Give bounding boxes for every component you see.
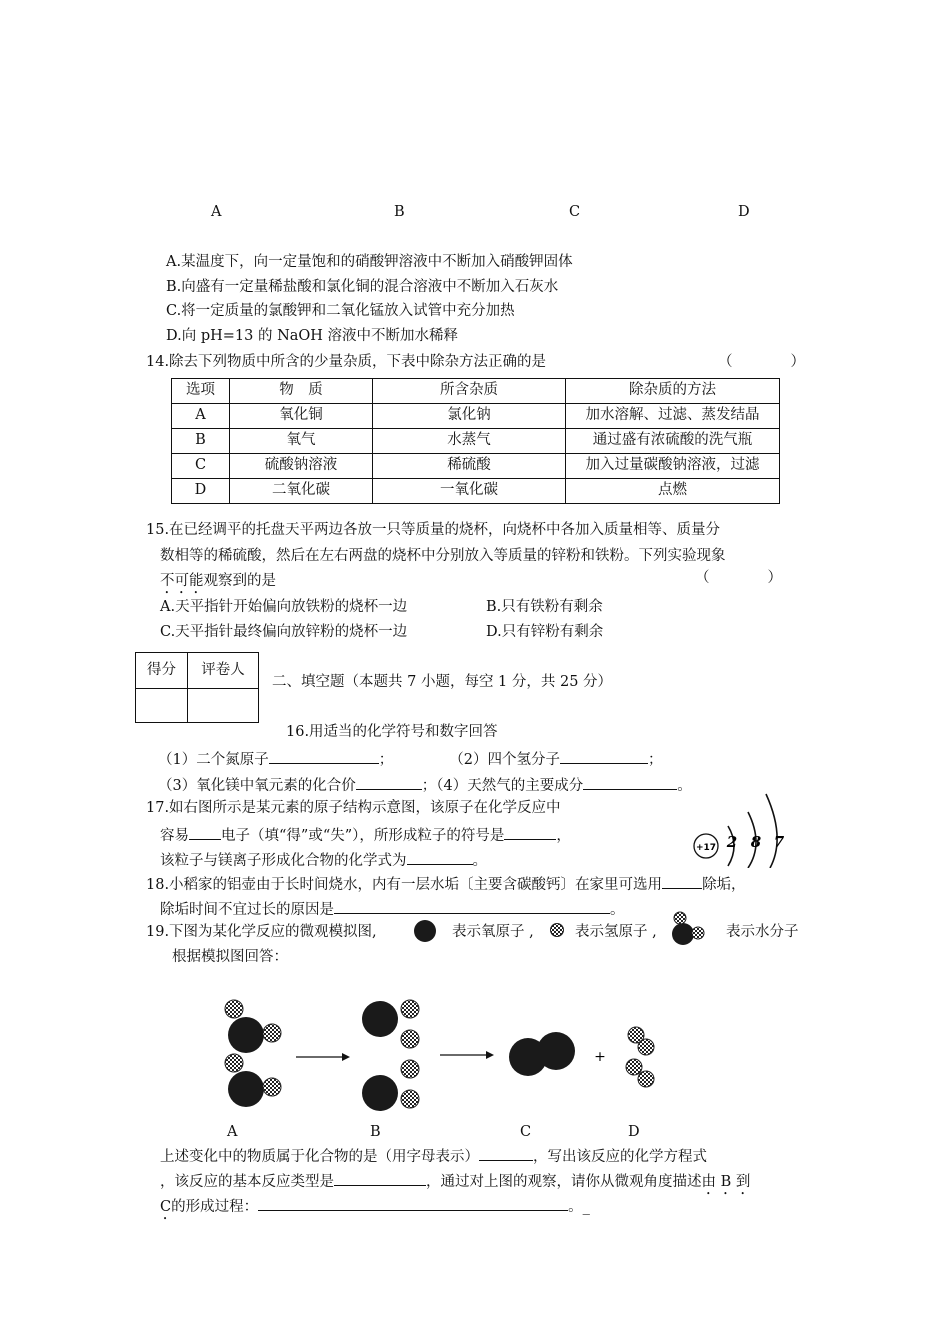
q19-text: 上述变化中的物质属于化合物的是（用字母表示） — [160, 1149, 479, 1165]
q15-answer-paren: （ ） — [695, 570, 782, 586]
q16-part-4: （4）天然气的主要成分 — [436, 778, 584, 794]
q18-text: 18.小稻家的铝壶由于长时间烧水，内有一层水垢〔主要含碳酸钙〕在家里可选用 — [146, 877, 663, 893]
q17-line-3 — [160, 850, 487, 870]
q14-table — [171, 378, 780, 504]
q15-line-3 — [160, 573, 276, 597]
table-cell: B — [172, 429, 230, 454]
table-cell: 加入过量碳酸钠溶液，过滤 — [566, 454, 780, 479]
q17-line-2 — [160, 825, 571, 845]
q19-answer-line-1 — [160, 1146, 707, 1166]
q13-label-c: C — [569, 204, 581, 220]
nucleus-charge: +17 — [695, 843, 717, 853]
arrow-head — [342, 1053, 350, 1061]
answer-blank[interactable] — [356, 775, 422, 790]
table-cell: 点燃 — [566, 479, 780, 504]
table-cell: 水蒸气 — [373, 429, 566, 454]
separator: ； — [647, 752, 663, 768]
q16-line-1 — [158, 749, 662, 769]
reaction-micro-diagram — [210, 995, 680, 1125]
table-header-cell: 所含杂质 — [373, 379, 566, 404]
shell-electrons: 2 — [726, 833, 738, 851]
q15-line-3-rest: 观察到的是 — [203, 573, 276, 589]
table-row — [172, 429, 780, 454]
q17-text: 电子（填“得”或“失”），所形成粒子的符号是 — [221, 828, 505, 844]
plus-sign: + — [594, 1049, 606, 1065]
answer-blank[interactable] — [269, 749, 379, 764]
q17-text: 该粒子与镁离子形成化合物的化学式为 — [160, 853, 407, 869]
q15-option-a: A.天平指针开始偏向放铁粉的烧杯一边 — [160, 599, 408, 615]
q19-line-2: 根据模拟图回答： — [172, 949, 288, 965]
table-cell: 氯化钠 — [373, 404, 566, 429]
q19-text: ，写出该反应的化学方程式 — [533, 1149, 707, 1165]
q16-part-3: （3）氧化镁中氧元素的化合价 — [158, 778, 356, 794]
section-2-title: 二、填空题（本题共 7 小题，每空 1 分，共 25 分） — [272, 674, 613, 690]
table-cell: 氧化铜 — [230, 404, 373, 429]
q15-emphasis: 不可能 — [160, 573, 204, 589]
separator: ； — [378, 752, 394, 768]
answer-blank[interactable] — [662, 874, 702, 889]
answer-blank[interactable] — [334, 1171, 426, 1186]
q19-emphasis: C — [160, 1199, 172, 1215]
q18-text: 。 — [610, 902, 625, 918]
table-cell: 通过盛有浓硫酸的洗气瓶 — [566, 429, 780, 454]
table-cell: 稀硫酸 — [373, 454, 566, 479]
score-label: 得分 — [136, 653, 188, 689]
reaction-label-c: C — [520, 1124, 532, 1140]
q13-option-d: D.向 pH=13 的 NaOH 溶液中不断加水稀释 — [166, 328, 459, 344]
oxygen-legend-text: 表示氧原子 , — [452, 924, 534, 940]
table-row — [172, 404, 780, 429]
q13-label-d: D — [738, 204, 750, 220]
q15-option-d: D.只有锌粉有剩余 — [486, 624, 604, 640]
stage-b-atoms — [362, 1000, 419, 1111]
hydrogen-atom-icon — [548, 921, 566, 939]
atom-structure-diagram — [680, 788, 800, 868]
table-header-cell: 选项 — [172, 379, 230, 404]
reaction-label-b: B — [370, 1124, 381, 1140]
shell-electrons: 8 — [750, 833, 762, 851]
q19-text: ，该反应的基本反应类型是 — [160, 1174, 334, 1190]
table-cell: 加水溶解、过滤、蒸发结晶 — [566, 404, 780, 429]
q16-part-1: （1）二个氮原子 — [158, 752, 269, 768]
q15-option-b: B.只有铁粉有剩余 — [486, 599, 603, 615]
stage-d-hydrogen-molecules — [626, 1027, 654, 1087]
q17-text: 。 — [472, 853, 487, 869]
q18-line-1 — [146, 874, 746, 894]
table-cell: 硫酸钠溶液 — [230, 454, 373, 479]
q18-line-2 — [160, 899, 625, 919]
q14-stem: 14.除去下列物质中所含的少量杂质，下表中除杂方法正确的是 — [146, 354, 547, 370]
stage-a-molecules — [225, 1000, 281, 1107]
answer-blank[interactable] — [258, 1196, 568, 1211]
period: 。 — [677, 778, 692, 794]
q19-emphasis: 由 B 到 — [701, 1174, 751, 1190]
table-cell: C — [172, 454, 230, 479]
table-row — [172, 454, 780, 479]
table-row — [172, 479, 780, 504]
q15-line-2: 数相等的稀硫酸，然后在左右两盘的烧杯中分别放入等质量的锌粉和铁粉。下列实验现象 — [160, 548, 726, 564]
answer-blank[interactable] — [407, 850, 473, 865]
q17-line-1: 17.如右图所示是某元素的原子结构示意图，该原子在化学反应中 — [146, 800, 561, 816]
q19-text: 。_ — [568, 1199, 590, 1215]
hydrogen-legend-text: 表示氢原子 , — [575, 924, 657, 940]
q16-line-2 — [158, 775, 692, 795]
q18-text: 除垢， — [702, 877, 746, 893]
grader-cell[interactable] — [188, 689, 259, 723]
q15-option-c: C.天平指针最终偏向放锌粉的烧杯一边 — [160, 624, 408, 640]
q17-text: 容易 — [160, 828, 189, 844]
separator: ； — [421, 778, 437, 794]
q16-part-2: （2）四个氢分子 — [449, 752, 560, 768]
score-box — [135, 652, 259, 723]
q19-text: ，通过对上图的观察，请你从微观角度描述 — [426, 1174, 702, 1190]
reaction-label-d: D — [628, 1124, 640, 1140]
answer-blank[interactable] — [583, 775, 677, 790]
water-legend-text: 表示水分子 — [726, 924, 799, 940]
q19-answer-line-3 — [160, 1196, 590, 1223]
q13-option-c: C.将一定质量的氯酸钾和二氧化锰放入试管中充分加热 — [166, 303, 515, 319]
table-header-row — [172, 379, 780, 404]
q15-line-1: 15.在已经调平的托盘天平两边各放一只等质量的烧杯，向烧杯中各加入质量相等、质量分 — [146, 522, 721, 538]
q16-stem: 16.用适当的化学符号和数字回答 — [286, 724, 498, 740]
table-header-cell: 物 质 — [230, 379, 373, 404]
grader-label: 评卷人 — [188, 653, 259, 689]
q19-text: 的形成过程： — [171, 1199, 259, 1215]
q13-option-b: B.向盛有一定量稀盐酸和氯化铜的混合溶液中不断加入石灰水 — [166, 279, 559, 295]
q19-answer-line-2 — [160, 1171, 750, 1198]
answer-blank[interactable] — [560, 749, 648, 764]
q19-line-1: 19.下图为某化学反应的微观模拟图, — [146, 924, 377, 940]
answer-blank[interactable] — [504, 825, 556, 840]
table-header-cell: 除杂质的方法 — [566, 379, 780, 404]
score-cell[interactable] — [136, 689, 188, 723]
reaction-label-a: A — [227, 1124, 238, 1140]
arrow-head — [486, 1051, 494, 1059]
q18-text: 除垢时间不宜过长的原因是 — [160, 902, 334, 918]
shell-electrons: 7 — [773, 833, 785, 851]
q14-answer-paren: （ ） — [718, 354, 805, 370]
water-molecule-icon — [669, 908, 709, 948]
q17-text: ， — [556, 828, 571, 844]
q13-option-a: A.某温度下，向一定量饱和的硝酸钾溶液中不断加入硝酸钾固体 — [166, 254, 573, 270]
stage-c-oxygen-molecule — [509, 1032, 575, 1076]
oxygen-atom-icon — [412, 918, 438, 944]
table-cell: 二氧化碳 — [230, 479, 373, 504]
table-cell: A — [172, 404, 230, 429]
q13-label-a: A — [211, 204, 222, 220]
table-cell: 氧气 — [230, 429, 373, 454]
table-cell: 一氧化碳 — [373, 479, 566, 504]
answer-blank[interactable] — [189, 825, 221, 840]
table-cell: D — [172, 479, 230, 504]
q13-label-b: B — [394, 204, 405, 220]
electron-shell-arc — [766, 794, 777, 868]
answer-blank[interactable] — [479, 1146, 533, 1161]
answer-blank[interactable] — [334, 899, 610, 914]
